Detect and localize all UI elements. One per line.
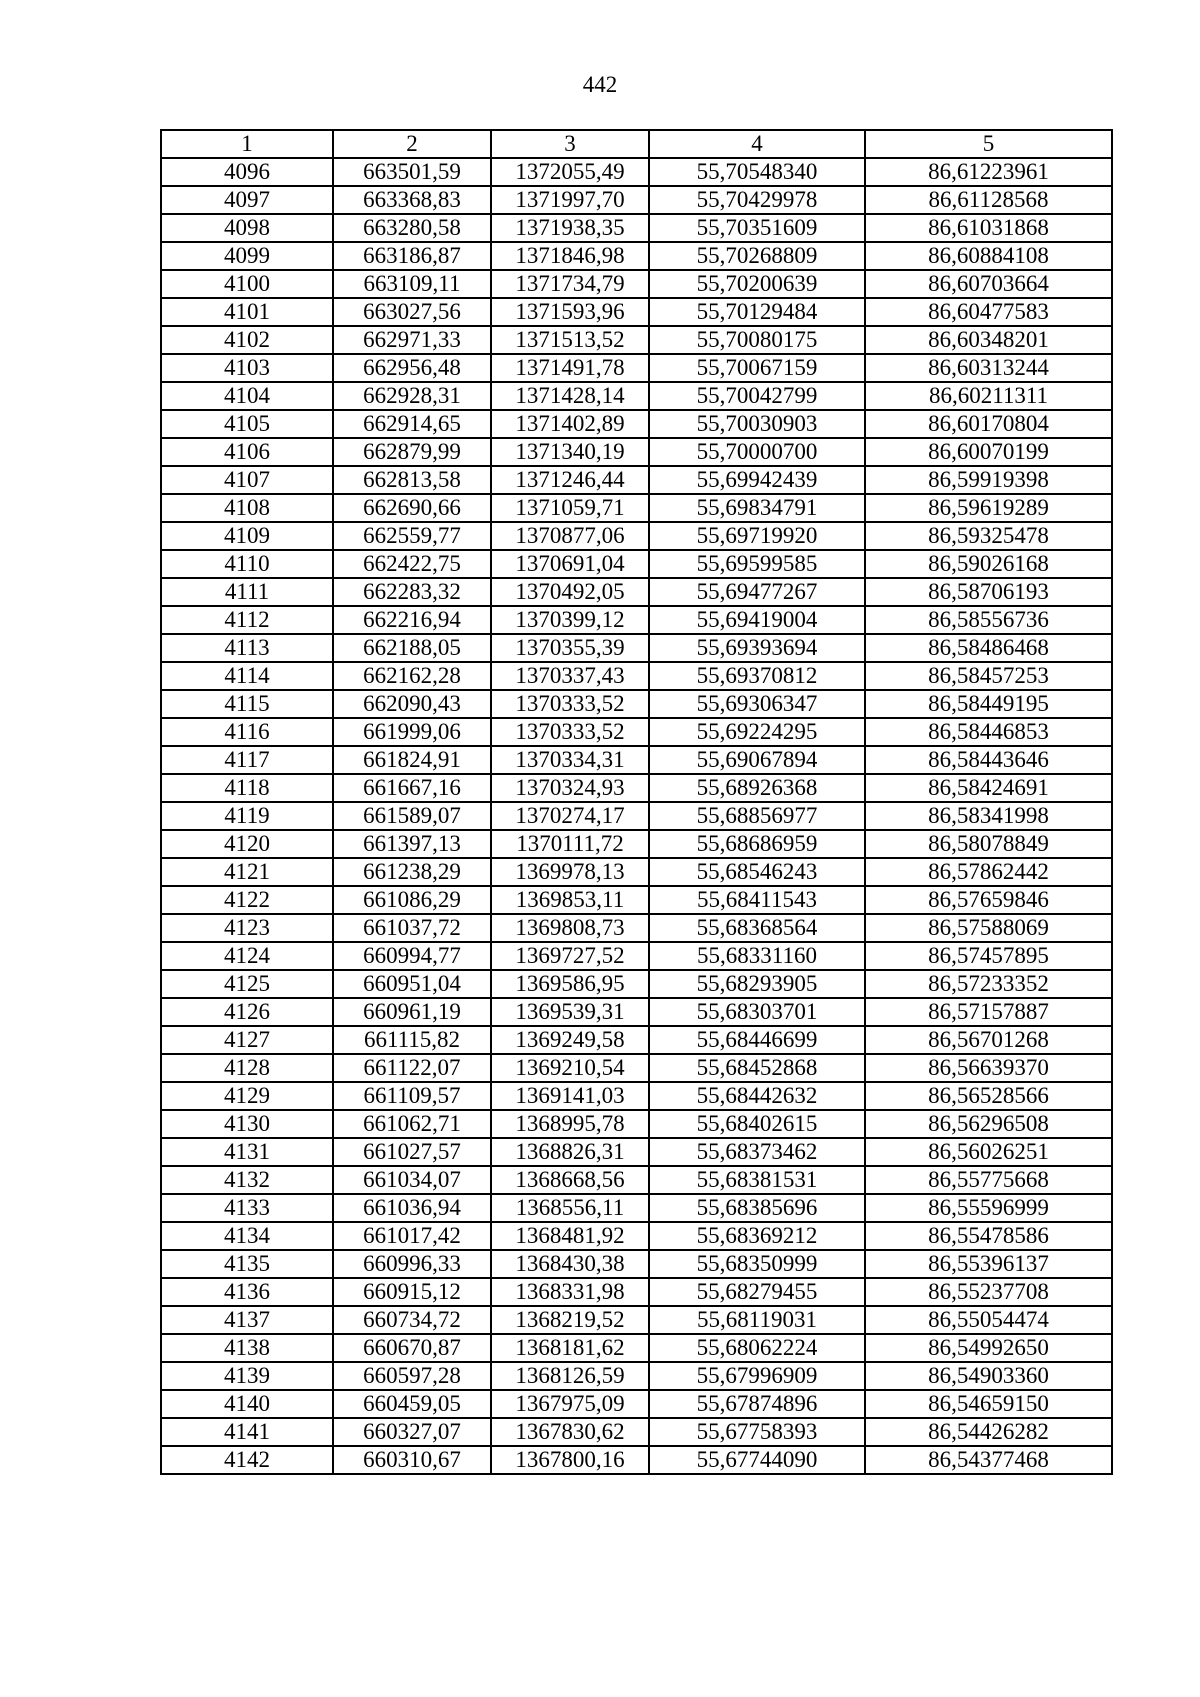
- table-cell: 55,68350999: [649, 1250, 865, 1278]
- table-cell: 55,67996909: [649, 1362, 865, 1390]
- table-cell: 55,67744090: [649, 1446, 865, 1474]
- column-header: 4: [649, 130, 865, 158]
- table-cell: 86,60884108: [865, 242, 1112, 270]
- table-cell: 86,60211311: [865, 382, 1112, 410]
- table-cell: 55,69942439: [649, 466, 865, 494]
- table-cell: 663109,11: [333, 270, 491, 298]
- table-cell: 4120: [161, 830, 333, 858]
- table-cell: 4112: [161, 606, 333, 634]
- table-cell: 55,68442632: [649, 1082, 865, 1110]
- table-cell: 661238,29: [333, 858, 491, 886]
- table-cell: 86,58078849: [865, 830, 1112, 858]
- table-row: [161, 242, 1112, 270]
- table-cell: 86,59619289: [865, 494, 1112, 522]
- table-row: [161, 550, 1112, 578]
- table-cell: 4110: [161, 550, 333, 578]
- table-cell: 660961,19: [333, 998, 491, 1026]
- table-cell: 86,54903360: [865, 1362, 1112, 1390]
- table-cell: 4131: [161, 1138, 333, 1166]
- table-cell: 4138: [161, 1334, 333, 1362]
- table-cell: 660915,12: [333, 1278, 491, 1306]
- table-cell: 4121: [161, 858, 333, 886]
- table-cell: 55,70080175: [649, 326, 865, 354]
- table-cell: 4096: [161, 158, 333, 186]
- table-cell: 55,68293905: [649, 970, 865, 998]
- table-cell: 55,69370812: [649, 662, 865, 690]
- table-cell: 1369808,73: [491, 914, 649, 942]
- table-cell: 1370877,06: [491, 522, 649, 550]
- table-cell: 4125: [161, 970, 333, 998]
- table-cell: 55,70268809: [649, 242, 865, 270]
- table-row: [161, 1110, 1112, 1138]
- table-row: [161, 634, 1112, 662]
- table-cell: 55,68279455: [649, 1278, 865, 1306]
- table-row: [161, 886, 1112, 914]
- table-cell: 86,54659150: [865, 1390, 1112, 1418]
- table-cell: 1369249,58: [491, 1026, 649, 1054]
- table-cell: 55,68369212: [649, 1222, 865, 1250]
- table-row: [161, 1446, 1112, 1474]
- table-cell: 55,68303701: [649, 998, 865, 1026]
- table-cell: 55,68381531: [649, 1166, 865, 1194]
- table-cell: 4136: [161, 1278, 333, 1306]
- table-cell: 86,58486468: [865, 634, 1112, 662]
- table-cell: 4113: [161, 634, 333, 662]
- table-cell: 661397,13: [333, 830, 491, 858]
- table-cell: 663027,56: [333, 298, 491, 326]
- table-cell: 55,70429978: [649, 186, 865, 214]
- table-cell: 86,56296508: [865, 1110, 1112, 1138]
- table-cell: 1370355,39: [491, 634, 649, 662]
- table-cell: 1371846,98: [491, 242, 649, 270]
- table-cell: 660994,77: [333, 942, 491, 970]
- table-cell: 661086,29: [333, 886, 491, 914]
- table-cell: 4114: [161, 662, 333, 690]
- table-cell: 1370274,17: [491, 802, 649, 830]
- table-cell: 660310,67: [333, 1446, 491, 1474]
- table-cell: 4141: [161, 1418, 333, 1446]
- table-cell: 86,60313244: [865, 354, 1112, 382]
- table-cell: 4142: [161, 1446, 333, 1474]
- table-cell: 1371402,89: [491, 410, 649, 438]
- table-cell: 1371734,79: [491, 270, 649, 298]
- table-cell: 1371997,70: [491, 186, 649, 214]
- table-row: [161, 1362, 1112, 1390]
- table-cell: 55,69419004: [649, 606, 865, 634]
- table-cell: 4106: [161, 438, 333, 466]
- table-cell: 4134: [161, 1222, 333, 1250]
- table-cell: 4097: [161, 186, 333, 214]
- table-cell: 86,58457253: [865, 662, 1112, 690]
- table-cell: 4139: [161, 1362, 333, 1390]
- table-cell: 86,61031868: [865, 214, 1112, 242]
- table-cell: 662879,99: [333, 438, 491, 466]
- table-cell: 4130: [161, 1110, 333, 1138]
- table-cell: 55,69719920: [649, 522, 865, 550]
- table-cell: 1370333,52: [491, 690, 649, 718]
- table-cell: 1370691,04: [491, 550, 649, 578]
- table-cell: 55,69306347: [649, 690, 865, 718]
- table-cell: 4124: [161, 942, 333, 970]
- table-cell: 662914,65: [333, 410, 491, 438]
- table-cell: 1370399,12: [491, 606, 649, 634]
- table-cell: 55,70129484: [649, 298, 865, 326]
- table-cell: 86,58341998: [865, 802, 1112, 830]
- table-cell: 1370492,05: [491, 578, 649, 606]
- table-cell: 1368995,78: [491, 1110, 649, 1138]
- table-cell: 662090,43: [333, 690, 491, 718]
- column-header: 2: [333, 130, 491, 158]
- table-cell: 4103: [161, 354, 333, 382]
- table-row: [161, 998, 1112, 1026]
- table-cell: 55,67758393: [649, 1418, 865, 1446]
- table-cell: 55,68452868: [649, 1054, 865, 1082]
- table-cell: 1370333,52: [491, 718, 649, 746]
- table-cell: 4119: [161, 802, 333, 830]
- table-row: [161, 718, 1112, 746]
- table-cell: 55,68385696: [649, 1194, 865, 1222]
- table-cell: 86,54377468: [865, 1446, 1112, 1474]
- table-cell: 4098: [161, 214, 333, 242]
- table-cell: 1371491,78: [491, 354, 649, 382]
- table-cell: 55,69599585: [649, 550, 865, 578]
- table-cell: 4111: [161, 578, 333, 606]
- table-row: [161, 1194, 1112, 1222]
- table-cell: 4126: [161, 998, 333, 1026]
- table-cell: 1367800,16: [491, 1446, 649, 1474]
- table-cell: 4133: [161, 1194, 333, 1222]
- table-cell: 86,60348201: [865, 326, 1112, 354]
- table-cell: 86,55237708: [865, 1278, 1112, 1306]
- table-cell: 86,61223961: [865, 158, 1112, 186]
- table-cell: 1368430,38: [491, 1250, 649, 1278]
- table-cell: 55,70351609: [649, 214, 865, 242]
- table-cell: 1371059,71: [491, 494, 649, 522]
- table-cell: 86,56639370: [865, 1054, 1112, 1082]
- table-cell: 4140: [161, 1390, 333, 1418]
- table-cell: 86,57659846: [865, 886, 1112, 914]
- table-cell: 1369978,13: [491, 858, 649, 886]
- table-cell: 86,59325478: [865, 522, 1112, 550]
- table-cell: 661062,71: [333, 1110, 491, 1138]
- table-cell: 661589,07: [333, 802, 491, 830]
- table-cell: 86,59026168: [865, 550, 1112, 578]
- table-cell: 55,68686959: [649, 830, 865, 858]
- table-cell: 4116: [161, 718, 333, 746]
- table-row: [161, 382, 1112, 410]
- table-cell: 662971,33: [333, 326, 491, 354]
- table-cell: 86,60170804: [865, 410, 1112, 438]
- table-row: [161, 802, 1112, 830]
- table-cell: 86,60477583: [865, 298, 1112, 326]
- table-cell: 86,54992650: [865, 1334, 1112, 1362]
- table-cell: 660459,05: [333, 1390, 491, 1418]
- table-cell: 661034,07: [333, 1166, 491, 1194]
- table-cell: 86,56528566: [865, 1082, 1112, 1110]
- table-row: [161, 1390, 1112, 1418]
- table-cell: 4137: [161, 1306, 333, 1334]
- table-cell: 55,68368564: [649, 914, 865, 942]
- table-row: [161, 830, 1112, 858]
- table-cell: 4122: [161, 886, 333, 914]
- table-row: [161, 606, 1112, 634]
- table-cell: 86,61128568: [865, 186, 1112, 214]
- table-cell: 1368331,98: [491, 1278, 649, 1306]
- table-cell: 661122,07: [333, 1054, 491, 1082]
- table-cell: 662283,32: [333, 578, 491, 606]
- table-cell: 4105: [161, 410, 333, 438]
- table-cell: 86,54426282: [865, 1418, 1112, 1446]
- table-cell: 661036,94: [333, 1194, 491, 1222]
- table-cell: 86,60703664: [865, 270, 1112, 298]
- table-cell: 662813,58: [333, 466, 491, 494]
- table-cell: 661667,16: [333, 774, 491, 802]
- table-row: [161, 326, 1112, 354]
- page-number: 442: [582, 72, 618, 97]
- table-cell: 1368668,56: [491, 1166, 649, 1194]
- table-cell: 86,55054474: [865, 1306, 1112, 1334]
- table-cell: 55,68546243: [649, 858, 865, 886]
- table-cell: 55,68926368: [649, 774, 865, 802]
- table-row: [161, 1166, 1112, 1194]
- table-cell: 55,68119031: [649, 1306, 865, 1334]
- table-cell: 4101: [161, 298, 333, 326]
- table-cell: 661017,42: [333, 1222, 491, 1250]
- table-cell: 1370111,72: [491, 830, 649, 858]
- table-row: [161, 1054, 1112, 1082]
- table-cell: 660996,33: [333, 1250, 491, 1278]
- table-cell: 55,70200639: [649, 270, 865, 298]
- table-cell: 4107: [161, 466, 333, 494]
- table-cell: 4128: [161, 1054, 333, 1082]
- table-row: [161, 1250, 1112, 1278]
- table-row: [161, 970, 1112, 998]
- table-cell: 55,68402615: [649, 1110, 865, 1138]
- table-cell: 1369853,11: [491, 886, 649, 914]
- coordinates-table: [160, 129, 1113, 1475]
- column-header: 1: [161, 130, 333, 158]
- table-row: [161, 410, 1112, 438]
- table-cell: 4123: [161, 914, 333, 942]
- table-body: [161, 158, 1112, 1474]
- table-cell: 660734,72: [333, 1306, 491, 1334]
- table-cell: 55,70067159: [649, 354, 865, 382]
- table-row: [161, 354, 1112, 382]
- table-cell: 1371428,14: [491, 382, 649, 410]
- table-cell: 660670,87: [333, 1334, 491, 1362]
- table-cell: 662422,75: [333, 550, 491, 578]
- table-cell: 55,68373462: [649, 1138, 865, 1166]
- table-cell: 4115: [161, 690, 333, 718]
- table-cell: 663280,58: [333, 214, 491, 242]
- table-row: [161, 1278, 1112, 1306]
- table-row: [161, 746, 1112, 774]
- table-cell: 86,58556736: [865, 606, 1112, 634]
- table-cell: 55,68856977: [649, 802, 865, 830]
- table-cell: 86,57862442: [865, 858, 1112, 886]
- table-cell: 55,69224295: [649, 718, 865, 746]
- table-cell: 4100: [161, 270, 333, 298]
- table-header-row: [161, 130, 1112, 158]
- table-cell: 662188,05: [333, 634, 491, 662]
- table-cell: 661999,06: [333, 718, 491, 746]
- table-cell: 4132: [161, 1166, 333, 1194]
- table-row: [161, 1026, 1112, 1054]
- table-cell: 86,55478586: [865, 1222, 1112, 1250]
- column-header: 3: [491, 130, 649, 158]
- table-cell: 1367830,62: [491, 1418, 649, 1446]
- table-cell: 1368126,59: [491, 1362, 649, 1390]
- table-cell: 4104: [161, 382, 333, 410]
- table-cell: 4099: [161, 242, 333, 270]
- table-cell: 55,69477267: [649, 578, 865, 606]
- table-cell: 86,58443646: [865, 746, 1112, 774]
- table-cell: 4135: [161, 1250, 333, 1278]
- table-cell: 1371246,44: [491, 466, 649, 494]
- table-cell: 662216,94: [333, 606, 491, 634]
- table-cell: 86,55775668: [865, 1166, 1112, 1194]
- table-cell: 55,70000700: [649, 438, 865, 466]
- table-row: [161, 858, 1112, 886]
- table-cell: 86,56026251: [865, 1138, 1112, 1166]
- table-row: [161, 578, 1112, 606]
- table-cell: 4102: [161, 326, 333, 354]
- table-row: [161, 690, 1112, 718]
- table-cell: 86,58424691: [865, 774, 1112, 802]
- table-row: [161, 1138, 1112, 1166]
- table-row: [161, 662, 1112, 690]
- table-cell: 1370324,93: [491, 774, 649, 802]
- table-cell: 1371938,35: [491, 214, 649, 242]
- table-cell: 1370337,43: [491, 662, 649, 690]
- table-cell: 86,55596999: [865, 1194, 1112, 1222]
- table-cell: 4129: [161, 1082, 333, 1110]
- table-cell: 86,57588069: [865, 914, 1112, 942]
- table-cell: 55,68331160: [649, 942, 865, 970]
- table-cell: 86,55396137: [865, 1250, 1112, 1278]
- table-cell: 663368,83: [333, 186, 491, 214]
- table-cell: 661115,82: [333, 1026, 491, 1054]
- table-cell: 1369210,54: [491, 1054, 649, 1082]
- table-cell: 55,69067894: [649, 746, 865, 774]
- table-cell: 662956,48: [333, 354, 491, 382]
- table-cell: 55,68446699: [649, 1026, 865, 1054]
- table-cell: 662690,66: [333, 494, 491, 522]
- table-cell: 663501,59: [333, 158, 491, 186]
- table-cell: 86,57457895: [865, 942, 1112, 970]
- table-cell: 1371593,96: [491, 298, 649, 326]
- table-cell: 663186,87: [333, 242, 491, 270]
- table-cell: 55,68411543: [649, 886, 865, 914]
- table-row: [161, 270, 1112, 298]
- table-cell: 1367975,09: [491, 1390, 649, 1418]
- table-cell: 86,58706193: [865, 578, 1112, 606]
- table-cell: 1371513,52: [491, 326, 649, 354]
- table-row: [161, 466, 1112, 494]
- table-cell: 1369727,52: [491, 942, 649, 970]
- table-row: [161, 522, 1112, 550]
- table-cell: 4108: [161, 494, 333, 522]
- table-cell: 55,69834791: [649, 494, 865, 522]
- table-cell: 662928,31: [333, 382, 491, 410]
- table-row: [161, 298, 1112, 326]
- table-cell: 86,60070199: [865, 438, 1112, 466]
- table-cell: 55,70042799: [649, 382, 865, 410]
- table-cell: 661824,91: [333, 746, 491, 774]
- column-header: 5: [865, 130, 1112, 158]
- table-row: [161, 1222, 1112, 1250]
- table-cell: 661037,72: [333, 914, 491, 942]
- table-cell: 660951,04: [333, 970, 491, 998]
- table-row: [161, 1082, 1112, 1110]
- table-cell: 1369586,95: [491, 970, 649, 998]
- table-cell: 662162,28: [333, 662, 491, 690]
- table-row: [161, 214, 1112, 242]
- table-cell: 1368181,62: [491, 1334, 649, 1362]
- table-cell: 1368826,31: [491, 1138, 649, 1166]
- table-cell: 55,68062224: [649, 1334, 865, 1362]
- table-cell: 660597,28: [333, 1362, 491, 1390]
- table-cell: 55,70548340: [649, 158, 865, 186]
- table-cell: 1368481,92: [491, 1222, 649, 1250]
- table-cell: 661109,57: [333, 1082, 491, 1110]
- table-cell: 1371340,19: [491, 438, 649, 466]
- table-cell: 86,59919398: [865, 466, 1112, 494]
- table-row: [161, 1306, 1112, 1334]
- table-cell: 86,56701268: [865, 1026, 1112, 1054]
- table-cell: 55,70030903: [649, 410, 865, 438]
- table-cell: 1372055,49: [491, 158, 649, 186]
- table-cell: 661027,57: [333, 1138, 491, 1166]
- table-row: [161, 438, 1112, 466]
- table-cell: 1369141,03: [491, 1082, 649, 1110]
- table-cell: 1368556,11: [491, 1194, 649, 1222]
- table-cell: 660327,07: [333, 1418, 491, 1446]
- table-row: [161, 942, 1112, 970]
- table-cell: 86,58446853: [865, 718, 1112, 746]
- table-row: [161, 494, 1112, 522]
- table-row: [161, 914, 1112, 942]
- table-cell: 1370334,31: [491, 746, 649, 774]
- table-cell: 662559,77: [333, 522, 491, 550]
- table-cell: 4127: [161, 1026, 333, 1054]
- table-row: [161, 1334, 1112, 1362]
- table-cell: 86,57233352: [865, 970, 1112, 998]
- table-row: [161, 158, 1112, 186]
- table-row: [161, 1418, 1112, 1446]
- table-cell: 1368219,52: [491, 1306, 649, 1334]
- table-cell: 1369539,31: [491, 998, 649, 1026]
- table-cell: 86,58449195: [865, 690, 1112, 718]
- table-cell: 55,69393694: [649, 634, 865, 662]
- table-cell: 86,57157887: [865, 998, 1112, 1026]
- table-row: [161, 774, 1112, 802]
- table-cell: 4109: [161, 522, 333, 550]
- table-row: [161, 186, 1112, 214]
- table-cell: 55,67874896: [649, 1390, 865, 1418]
- table-cell: 4117: [161, 746, 333, 774]
- table-cell: 4118: [161, 774, 333, 802]
